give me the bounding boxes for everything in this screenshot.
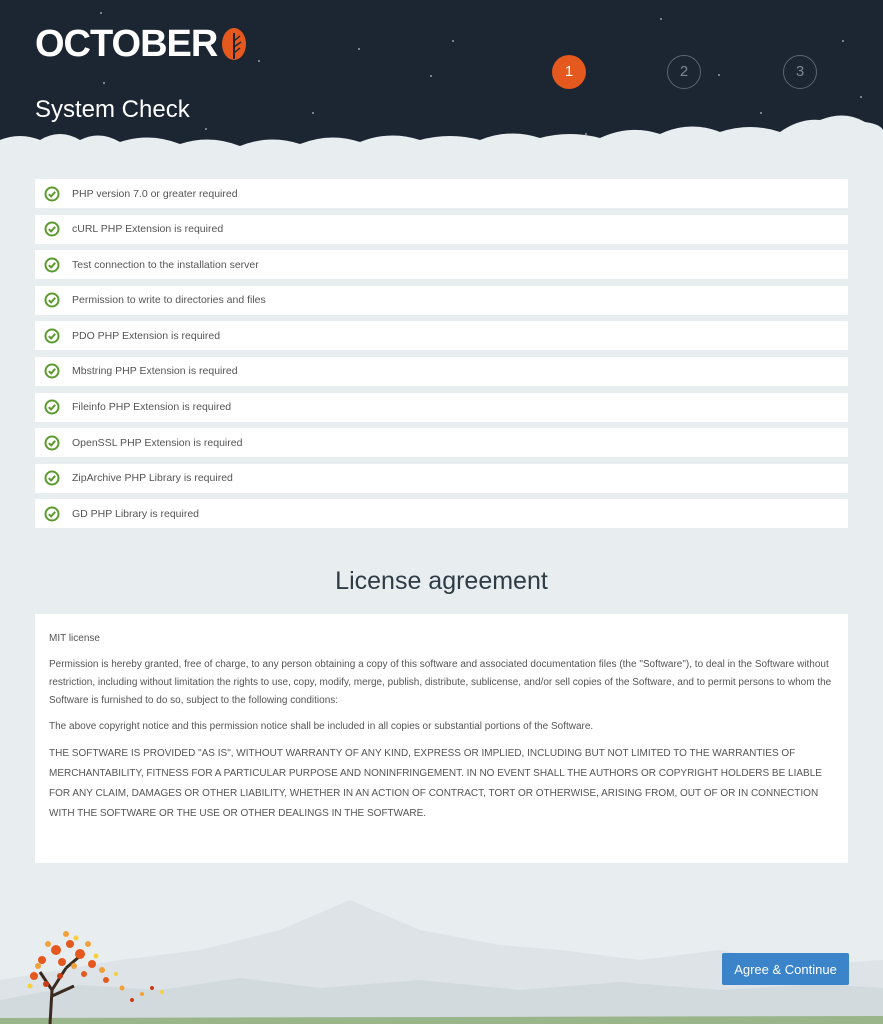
logo-text: OCTOBER	[35, 22, 218, 65]
step-1: 1	[552, 55, 586, 89]
autumn-tree-illustration	[22, 930, 177, 1024]
check-circle-icon	[44, 292, 60, 308]
cloud-border	[0, 110, 883, 160]
check-label: OpenSSL PHP Extension is required	[72, 436, 243, 449]
license-heading: License agreement	[335, 567, 548, 595]
check-circle-icon	[44, 328, 60, 344]
check-row	[35, 250, 848, 279]
system-check-list	[35, 179, 848, 535]
check-label: ZipArchive PHP Library is required	[72, 472, 233, 485]
check-circle-icon	[44, 399, 60, 415]
check-row	[35, 321, 848, 350]
check-row	[35, 215, 848, 244]
check-label: Fileinfo PHP Extension is required	[72, 401, 232, 414]
check-label: GD PHP Library is required	[72, 507, 200, 520]
october-logo	[35, 22, 249, 65]
check-row	[35, 428, 848, 457]
license-paragraph-notice: The above copyright notice and this permission notice shall be included in all copies or substantial portions of the Software.	[49, 721, 594, 732]
check-circle-icon	[44, 221, 60, 237]
check-circle-icon	[44, 186, 60, 202]
leaf-icon	[219, 27, 249, 61]
license-paragraph-permission: Permission is hereby granted, free of charge, to any person obtaining a copy of this software and associated documentation files (the "Software"), to deal in the Software without restriction, including without limitation the rights to use, copy, modify, merge, publish, distribute, sublicense, and/or sell copies of the Software, and to permit persons to whom the Software is furnished to do so, subject to the following conditions:	[49, 659, 832, 706]
check-circle-icon	[44, 363, 60, 379]
step-2: 2	[667, 55, 701, 89]
check-row	[35, 286, 848, 315]
check-row	[35, 499, 848, 528]
check-row	[35, 393, 848, 422]
check-label: PDO PHP Extension is required	[72, 329, 221, 342]
header	[0, 0, 883, 160]
check-label: cURL PHP Extension is required	[72, 223, 224, 236]
check-label: Permission to write to directories and files	[72, 294, 266, 307]
check-label: PHP version 7.0 or greater required	[72, 187, 238, 200]
check-label: Test connection to the installation server	[72, 258, 259, 271]
agree-continue-button[interactable]: Agree & Continue	[722, 953, 849, 985]
step-3: 3	[783, 55, 817, 89]
license-paragraph-warranty: THE SOFTWARE IS PROVIDED "AS IS", WITHOUT WARRANTY OF ANY KIND, EXPRESS OR IMPLIED, INCLUDING BUT NOT LIMITED TO THE WARRANTIES OF MERCHANTABILITY, FITNESS FOR A PARTICULAR PURPOSE AND NONINFRINGEMENT. IN NO EVENT SHALL THE AUTHORS OR COPYRIGHT HOLDERS BE LIABLE FOR ANY CLAIM, DAMAGES OR OTHER LIABILITY, WHETHER IN AN ACTION OF CONTRACT, TORT OR OTHERWISE, ARISING FROM, OUT OF OR IN CONNECTION WITH THE SOFTWARE OR THE USE OR OTHER DEALINGS IN THE SOFTWARE.	[49, 748, 822, 819]
check-row	[35, 464, 848, 493]
check-circle-icon	[44, 470, 60, 486]
license-text-box[interactable]	[35, 614, 848, 863]
check-row	[35, 357, 848, 386]
license-name: MIT license	[49, 633, 100, 644]
check-label: Mbstring PHP Extension is required	[72, 365, 238, 378]
check-circle-icon	[44, 435, 60, 451]
check-row	[35, 179, 848, 208]
check-circle-icon	[44, 506, 60, 522]
check-circle-icon	[44, 257, 60, 273]
page-title: System Check	[35, 96, 190, 123]
